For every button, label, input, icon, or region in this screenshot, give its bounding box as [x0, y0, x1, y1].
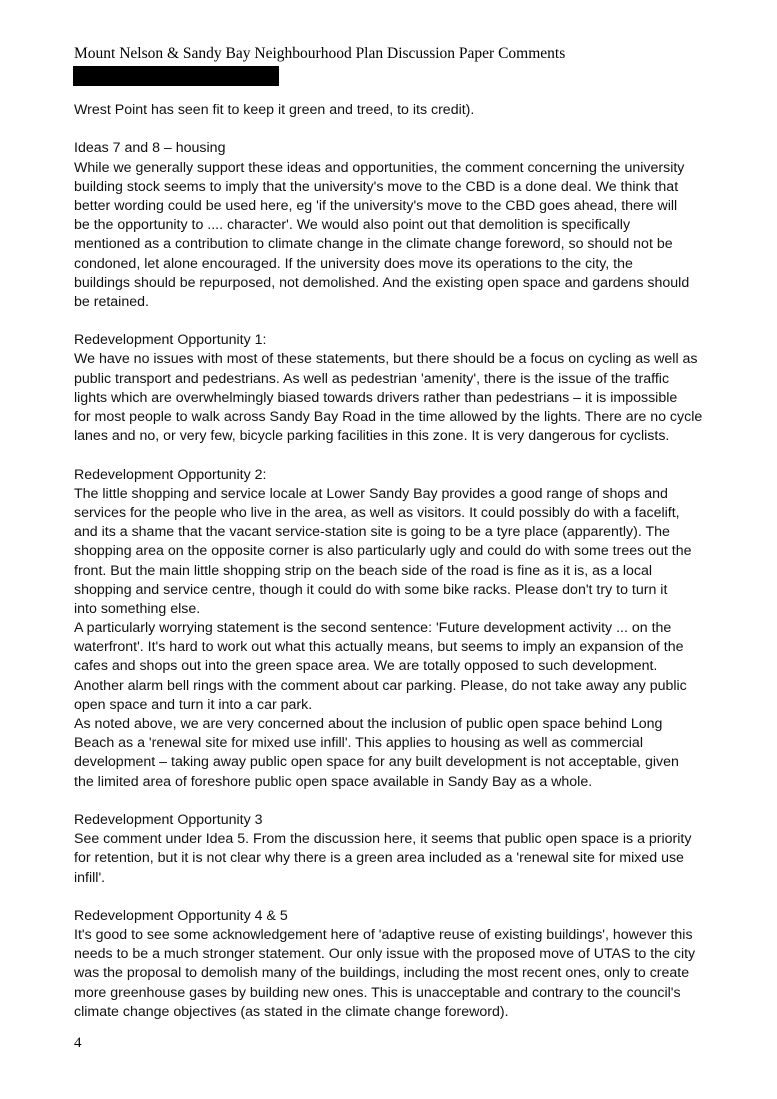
paragraph-gap [74, 888, 714, 907]
text-line: be retained. [74, 293, 149, 310]
text-line: services for the people who live in the area, as well as visitors. It could possibly do with a facelift, [74, 504, 680, 521]
text-line: shopping area on the opposite corner is also particularly ugly and could do with some trees out the [74, 543, 692, 560]
text-line: It's good to see some acknowledgement here of 'adaptive reuse of existing buildings', however this [74, 927, 693, 944]
redaction-block [73, 66, 279, 86]
text-line: lights which are overwhelmingly biased towards drivers rather than pedestrians – it is impossible [74, 389, 678, 406]
text-line: public transport and pedestrians. As well as pedestrian 'amenity', there is the issue of the traffic [74, 370, 670, 387]
text-line: Ideas 7 and 8 – housing [74, 140, 226, 157]
text-line: front. But the main little shopping strip on the beach side of the road is fine as it is, as a local [74, 562, 653, 579]
text-line: for retention, but it is not clear why there is a green area included as a 'renewal site for mixed use [74, 850, 684, 867]
text-line: Redevelopment Opportunity 3 [74, 811, 263, 828]
text-line: shopping and service centre, though it could do with some bike racks. Please don't try to turn it [74, 581, 668, 598]
text-line: Beach as a 'renewal site for mixed use infill'. This applies to housing as well as commercial [74, 735, 643, 752]
paragraph-gap [74, 792, 714, 811]
text-line: A particularly worrying statement is the second sentence: 'Future development activity ... on the [74, 620, 672, 637]
text-line: be the opportunity to .... character'. We would also point out that demolition is specifically [74, 217, 631, 234]
text-line: Redevelopment Opportunity 1: [74, 332, 267, 349]
text-line: Another alarm bell rings with the comment about car parking. Please, do not take away any public [74, 677, 687, 694]
text-line: buildings should be repurposed, not demolished. And the existing open space and gardens should [74, 274, 690, 291]
paragraph-gap [74, 120, 714, 139]
text-line: better wording could be used here, eg 'if the university's move to the CBD goes ahead, there will [74, 197, 678, 214]
text-line: mentioned as a contribution to climate change in the climate change foreword, so should not be [74, 236, 673, 253]
page-number: 4 [74, 1035, 82, 1051]
text-line: infill'. [74, 869, 106, 886]
text-line: waterfront'. It's hard to work out what this actually means, but seems to imply an expansion of the [74, 639, 684, 656]
text-line: condoned, let alone encouraged. If the university does move its operations to the city, the [74, 255, 633, 272]
text-line: more greenhouse gases by building new ones. This is unacceptable and contrary to the council's [74, 984, 681, 1001]
text-line: for most people to walk across Sandy Bay Road in the time allowed by the lights. There are no cycle [74, 409, 703, 425]
text-line: needs to be a much stronger statement. Our only issue with the proposed move of UTAS to the city [74, 946, 696, 963]
text-line: the limited area of foreshore public open space available in Sandy Bay as a whole. [74, 773, 593, 790]
text-line: Redevelopment Opportunity 4 & 5 [74, 907, 288, 924]
text-line: lanes and no, or very few, bicycle parking facilities in this zone. It is very dangerous for cyclists. [74, 428, 670, 445]
text-line: Wrest Point has seen fit to keep it green and treed, to its credit). [74, 102, 475, 118]
paragraph-gap [74, 312, 714, 331]
text-line: The little shopping and service locale at Lower Sandy Bay provides a good range of shops and [74, 485, 668, 502]
text-line: development – taking away public open space for any built development is not acceptable, given [74, 754, 679, 771]
text-line: was the proposal to demolish many of the buildings, including the most recent ones, only to create [74, 965, 690, 982]
text-line: As noted above, we are very concerned about the inclusion of public open space behind Long [74, 716, 663, 732]
document-body [74, 101, 714, 1022]
text-line: into something else. [74, 600, 201, 617]
text-line: While we generally support these ideas and opportunities, the comment concerning the university [74, 159, 685, 176]
text-line: Redevelopment Opportunity 2: [74, 466, 267, 483]
text-line: and its a shame that the vacant service-station site is going to be a tyre place (apparently). The [74, 524, 670, 541]
text-line: climate change objectives (as stated in the climate change foreword). [74, 1003, 509, 1020]
document-header-title: Mount Nelson & Sandy Bay Neighbourhood Plan Discussion Paper Comments [74, 45, 566, 62]
text-line: See comment under Idea 5. From the discussion here, it seems that public open space is a priority [74, 831, 692, 848]
text-line: We have no issues with most of these statements, but there should be a focus on cycling as well as [74, 351, 698, 368]
text-line: cafes and shops out into the green space area. We are totally opposed to such development. [74, 658, 658, 675]
text-line: building stock seems to imply that the university's move to the CBD is a done deal. We think that [74, 178, 679, 195]
text-line: open space and turn it into a car park. [74, 696, 313, 713]
paragraph-gap [74, 446, 714, 465]
